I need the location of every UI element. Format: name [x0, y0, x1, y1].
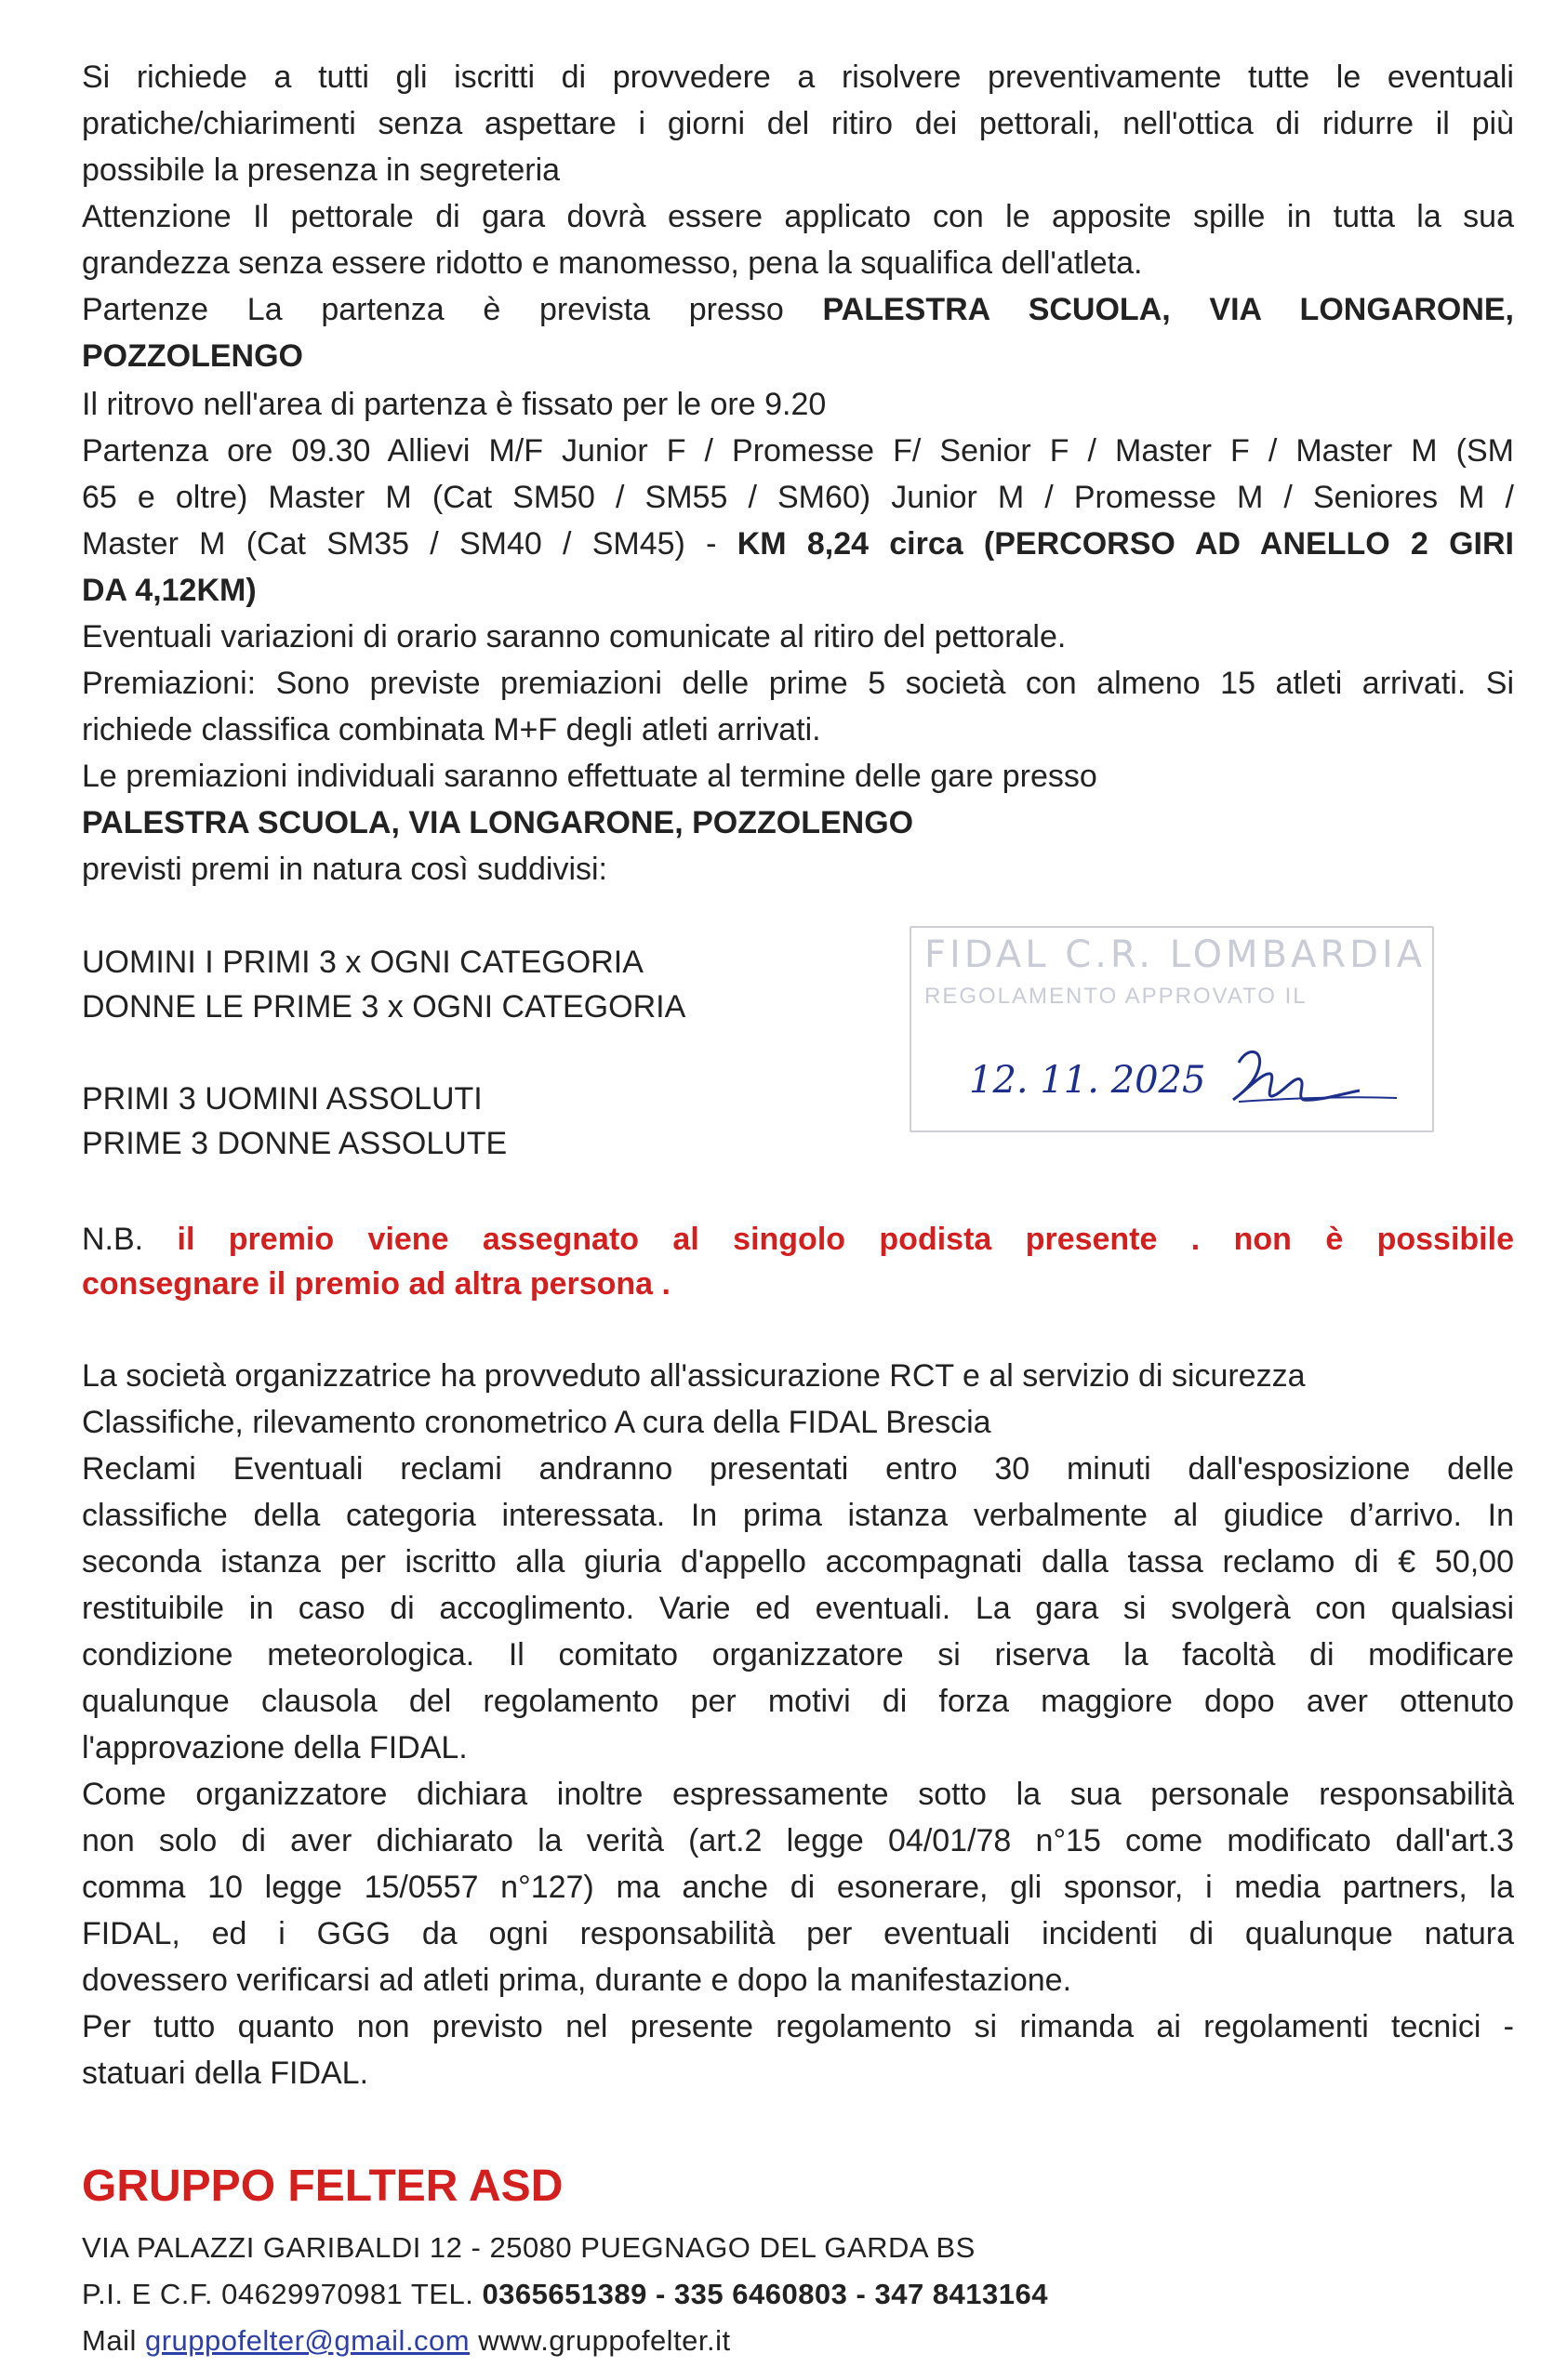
- para-line: Si richiede a tutti gli iscritti di provvedere a risolvere preventivamente tutte le eventuali: [82, 60, 1514, 95]
- departure-venue: PALESTRA SCUOLA, VIA LONGARONE,: [822, 292, 1514, 327]
- stamp-line: FIDAL C.R. LOMBARDIA: [924, 933, 1427, 976]
- awards-venue: PALESTRA SCUOLA, VIA LONGARONE, POZZOLENGO: [82, 805, 914, 840]
- approval-stamp: [910, 926, 1434, 1132]
- departure-town: POZZOLENGO: [82, 338, 303, 374]
- distance-text: DA 4,12KM): [82, 573, 257, 608]
- para-line: classifiche della categoria interessata. In prima istanza verbalmente al giudice d’arrivo. In: [82, 1498, 1514, 1533]
- para-line: comma 10 legge 15/0557 n°127) ma anche di esonerare, gli sponsor, i media partners, la: [82, 1870, 1514, 1905]
- para-line: restituibile in caso di accoglimento. Varie ed eventuali. La gara si svolgerà con qualsiasi: [82, 1591, 1514, 1626]
- para-line: Come organizzatore dichiara inoltre espressamente sotto la sua personale responsabilità: [82, 1777, 1514, 1812]
- para-line: non solo di aver dichiarato la verità (art.2 legge 04/01/78 n°15 come modificato dall'art.3: [82, 1823, 1514, 1858]
- para-line: condizione meteorologica. Il comitato organizzatore si riserva la facoltà di modificare: [82, 1637, 1514, 1673]
- para-line: Attenzione Il pettorale di gara dovrà essere applicato con le apposite spille in tutta la sua: [82, 199, 1514, 234]
- mail-label: Mail: [82, 2324, 145, 2357]
- nb-line: [82, 1216, 1514, 1263]
- para-line: qualunque clausola del regolamento per motivi di forza maggiore dopo aver ottenuto: [82, 1684, 1514, 1719]
- departure-line: [82, 286, 1514, 333]
- stamp-date: 12. 11. 2025: [969, 1059, 1206, 1102]
- para-line: seconda istanza per iscritto alla giuria d'appello accompagnati dalla tassa reclamo di € 50,00: [82, 1544, 1514, 1580]
- prize-item: PRIMI 3 UOMINI ASSOLUTI: [82, 1081, 483, 1117]
- para-line: dovessero verificarsi ad atleti prima, durante e dopo la manifestazione.: [82, 1963, 1072, 1998]
- nb-warning: il premio viene assegnato al singolo podista presente . non è possibile: [177, 1222, 1514, 1257]
- handwritten-signature: [932, 1035, 1415, 1118]
- para-line: Eventuali variazioni di orario saranno comunicate al ritiro del pettorale.: [82, 619, 1067, 654]
- para-line: Reclami Eventuali reclami andranno presentati entro 30 minuti dall'esposizione delle: [82, 1451, 1514, 1487]
- contact-line: [82, 2318, 1514, 2364]
- email-link[interactable]: gruppofelter@gmail.com: [144, 2324, 471, 2357]
- meeting-time: Il ritrovo nell'area di partenza è fissato per le ore 9.20: [82, 387, 827, 422]
- organization-address: VIA PALAZZI GARIBALDI 12 - 25080 PUEGNAGO DEL GARDA BS: [82, 2231, 976, 2264]
- para-line: [82, 521, 1514, 567]
- tax-id: P.I. E C.F. 04629970981 TEL.: [82, 2278, 483, 2310]
- prize-item: UOMINI I PRIMI 3 x OGNI CATEGORIA: [82, 945, 644, 980]
- para-line: previsti premi in natura così suddivisi:: [82, 852, 608, 887]
- nb-warning: consegnare il premio ad altra persona .: [82, 1266, 671, 1302]
- phone-numbers: 0365651389 - 335 6460803 - 347 8413164: [482, 2278, 1048, 2310]
- para-line: richiede classifica combinata M+F degli atleti arrivati.: [82, 712, 821, 747]
- para-line: Premiazioni: Sono previste premiazioni delle prime 5 società con almeno 15 atleti arrivati. Si: [82, 666, 1514, 701]
- para-line: possibile la presenza in segreteria: [82, 152, 561, 188]
- organization-name: GRUPPO FELTER ASD: [82, 2162, 564, 2211]
- para-line: Le premiazioni individuali saranno effettuate al termine delle gare presso: [82, 759, 1097, 794]
- prize-item: DONNE LE PRIME 3 x OGNI CATEGORIA: [82, 989, 686, 1025]
- nb-label: N.B.: [82, 1222, 178, 1257]
- para-line: FIDAL, ed i GGG da ogni responsabilità per eventuali incidenti di qualunque natura: [82, 1916, 1514, 1951]
- para-line: Per tutto quanto non previsto nel presente regolamento si rimanda ai regolamenti tecnici -: [82, 2009, 1514, 2044]
- stamp-line: REGOLAMENTO APPROVATO IL: [924, 984, 1308, 1009]
- website-text: www.gruppofelter.it: [470, 2324, 731, 2357]
- para-line: l'approvazione della FIDAL.: [82, 1730, 468, 1765]
- para-line: Classifiche, rilevamento cronometrico A cura della FIDAL Brescia: [82, 1405, 991, 1440]
- departure-label: Partenze La partenza è prevista presso: [82, 292, 823, 327]
- prize-item: PRIME 3 DONNE ASSOLUTE: [82, 1126, 508, 1161]
- para-line: Partenza ore 09.30 Allievi M/F Junior F / Promesse F/ Senior F / Master F / Master M (SM: [82, 433, 1514, 469]
- para-line: statuari della FIDAL.: [82, 2056, 369, 2091]
- para-line: pratiche/chiarimenti senza aspettare i giorni del ritiro dei pettorali, nell'ottica di ridurre il più: [82, 106, 1514, 141]
- organization-tax-phone: [82, 2271, 1514, 2318]
- para-line: La società organizzatrice ha provveduto all'assicurazione RCT e al servizio di sicurezza: [82, 1358, 1306, 1394]
- distance-text: KM 8,24 circa (PERCORSO AD ANELLO 2 GIRI: [737, 526, 1514, 562]
- para-line: grandezza senza essere ridotto e manomesso, pena la squalifica dell'atleta.: [82, 245, 1143, 281]
- para-line: 65 e oltre) Master M (Cat SM50 / SM55 / SM60) Junior M / Promesse M / Seniores M /: [82, 480, 1514, 515]
- categories-text: Master M (Cat SM35 / SM40 / SM45) -: [82, 526, 737, 562]
